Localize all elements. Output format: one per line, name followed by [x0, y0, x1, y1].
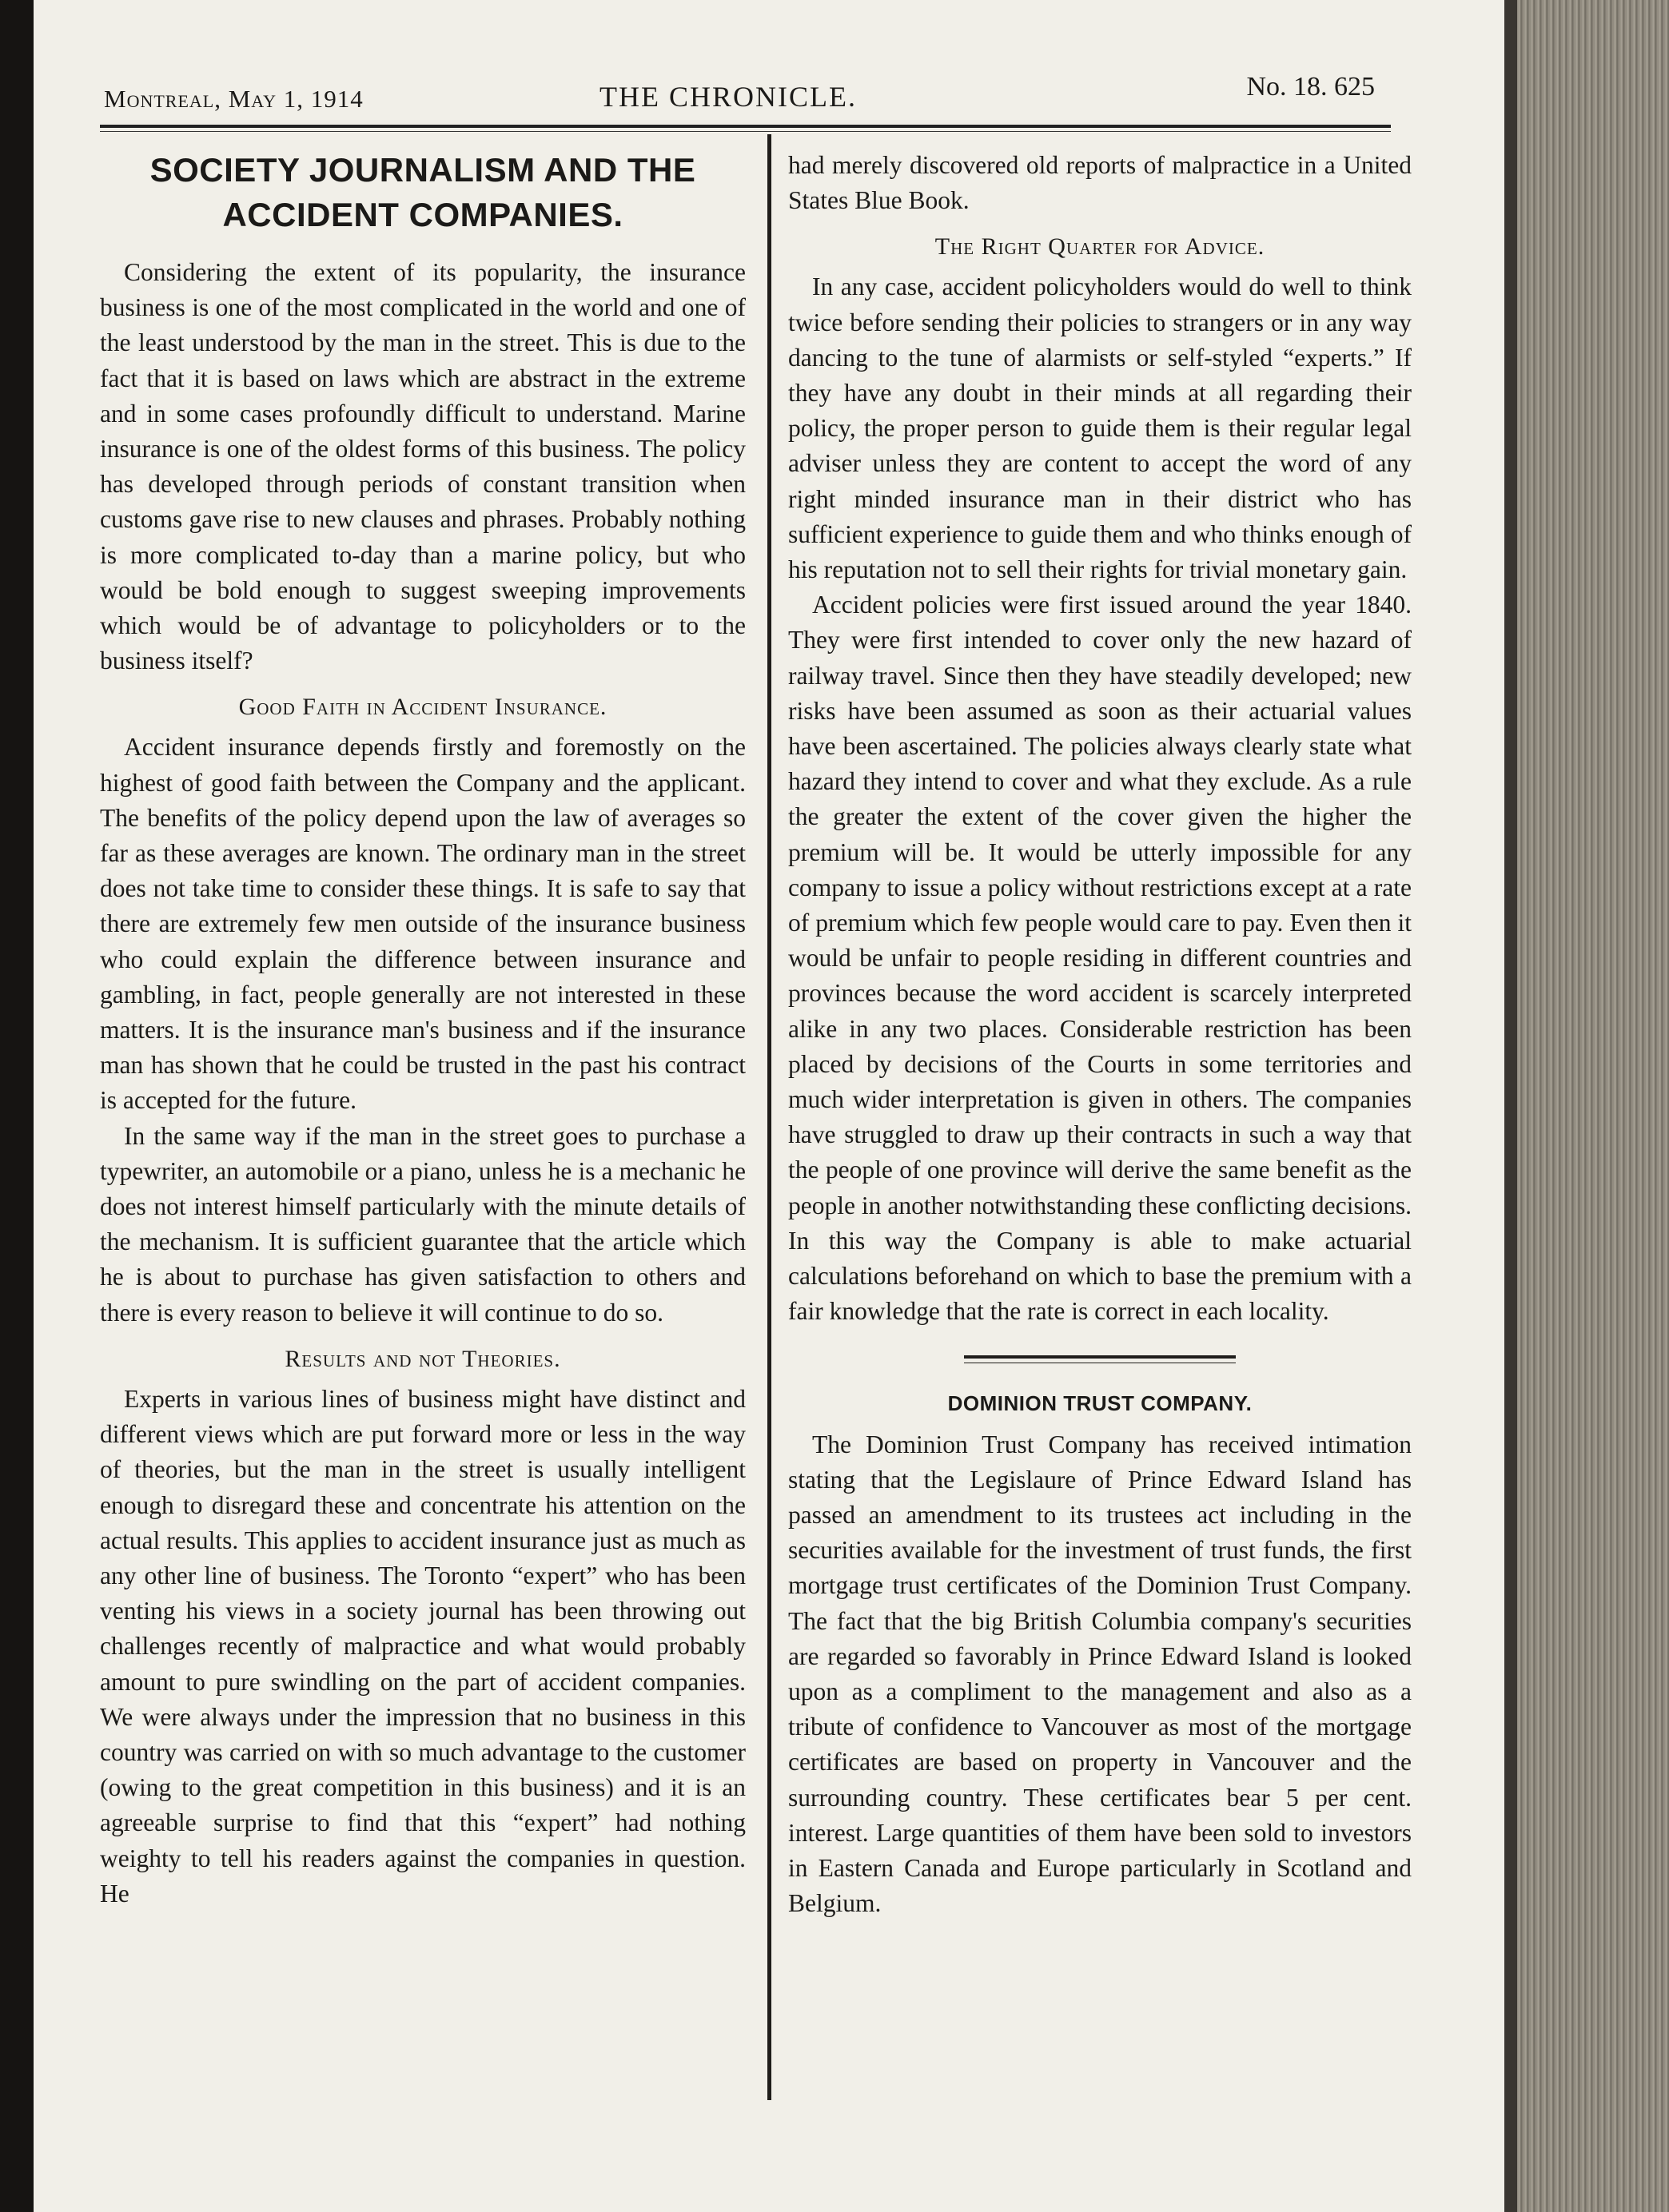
header-issue-page: No. 18. 625 — [1246, 72, 1375, 101]
article-paragraph: Experts in various lines of business might have distinct and different views which are put forward more or less in the way of theories, but the man in the street is usually intelligent enough to disregard these and concentrate his attention on the actual results. This applies to accident insurance just as much as any other line of business. The Toronto “expert” who has been venting his views in a society journal has been throwing out challenges recently of malpractice and what would probably amount to pure swindling on the part of accident companies. We were always under the impression that no business in this country was carried on with so much advantage to the customer (owing to the great competition in this business) and it is an agreeable surprise to find that this “expert” had nothing weighty to tell his readers against the companies in question. He — [100, 1384, 746, 1908]
second-article-title: DOMINION TRUST COMPANY. — [947, 1390, 1253, 1415]
section-subhead: Results and not Theories. — [285, 1345, 561, 1372]
article-paragraph: In any case, accident policyholders would do well to think twice before sending their policies to strangers or in any way dancing to the tune of alarmists or self-styled “experts.” If they have any doubt in their minds at all regarding their policy, the proper person to guide them is their regular legal adviser unless they are content to accept the word of any right minded insurance man in their district who has sufficient experience to guide them and who thinks enough of his reputation not to sell their rights for trivial monetary gain. — [788, 273, 1412, 584]
header-place-date: Montreal, May 1, 1914 — [104, 85, 364, 113]
section-subhead: The Right Quarter for Advice. — [934, 233, 1265, 261]
article-title-line-1: SOCIETY JOURNALISM AND THE — [149, 151, 696, 189]
book-spine — [1504, 0, 1669, 2212]
article-separator-rule — [964, 1355, 1236, 1363]
article-paragraph: Accident policies were first issued around the year 1840. They were first intended to cover only the new hazard of railway travel. Since then they have steadily developed; new risks have been assumed as soon as their actuarial values have been ascertained. The policies always clearly state what hazard they intend to cover and what they exclude. As a rule the greater the extent of the cover given the higher the premium will be. It would be utterly impossible for any company to issue a policy without restrictions except at a rate of premium which few people would care to pay. Even then it would be unfair to people residing in different countries and provinces because the word accident is scarcely interpreted alike in any two places. Considerable restriction has been placed by decisions of the Courts in some territories and much wider interpretation is given in others. The companies have struggled to draw up their contracts in such a way that the people of one province will derive the same benefit as the people in another notwithstanding these conflicting decisions. In this way the Company is able to make actuarial calculations beforehand on which to base the premium with a fair knowledge that the rate is correct in each locality. — [788, 591, 1412, 1326]
section-subhead: Good Faith in Accident Insurance. — [238, 694, 607, 721]
spine-shadow — [1504, 0, 1517, 2212]
article-paragraph: Accident insurance depends firstly and foremostly on the highest of good faith between the Company and the applicant. The benefits of the policy depend upon the law of averages so far as these averages are known. The ordinary man in the street does not take time to consider these things. It is safe to say that there are extremely few men outside of the insurance business who could explain the difference between insurance and gambling, in fact, people generally are not interested in these matters. It is the insurance man's business and if the insurance man has shown that he could be trusted in the past his contract is accepted for the future. — [100, 733, 746, 1115]
article-paragraph: In the same way if the man in the street goes to purchase a typewriter, an automobile or a piano, unless he is a mechanic he does not interest himself particularly with the minute details of the mechanism. It is sufficient guarantee that the article which he is about to purchase has given satisfaction to others and there is every reason to believe it will continue to do so. — [100, 1121, 746, 1327]
article-paragraph-continued: had merely discovered old reports of malpractice in a United States Blue Book. — [788, 151, 1412, 215]
running-header — [104, 72, 1375, 120]
article-title-line-2: ACCIDENT COMPANIES. — [222, 196, 623, 233]
article-title — [100, 148, 746, 237]
right-column — [788, 148, 1412, 1921]
left-scan-edge — [0, 0, 34, 2212]
article-paragraph: Considering the extent of its popularity, the insurance business is one of the most complicated in the world and one of the least understood by the man in the street. This is due to the fact that it is based on laws which are abstract in the extreme and in some cases profoundly difficult to understand. Marine insurance is one of the oldest forms of this business. The policy has developed through periods of constant transition when customs gave rise to new clauses and phrases. Probably nothing is more complicated to-day than a marine policy, but who would be bold enough to suggest sweeping improvements which would be of advantage to policyholders or to the business itself? — [100, 258, 746, 675]
article-paragraph: The Dominion Trust Company has received intimation stating that the Legislaure of Prince Edward Island has passed an amendment to its trustees act including in the securities available for the investment of trust funds, the first mortgage trust certificates of the Dominion Trust Company. The fact that the big British Columbia company's securities are regarded so favorably in Prince Edward Island is looked upon as a compliment to the management and also as a tribute of confidence to Vancouver as most of the mortgage certificates are based on property in Vancouver and the surrounding country. These certificates bear 5 per cent. interest. Large quantities of them have been sold to investors in Eastern Canada and Europe particularly in Scotland and Belgium. — [788, 1430, 1412, 1918]
header-rule-thick — [100, 125, 1391, 128]
header-publication: THE CHRONICLE. — [599, 81, 857, 113]
left-column — [100, 148, 746, 1912]
header-rule-thin — [100, 131, 1391, 132]
column-divider — [767, 134, 771, 2100]
